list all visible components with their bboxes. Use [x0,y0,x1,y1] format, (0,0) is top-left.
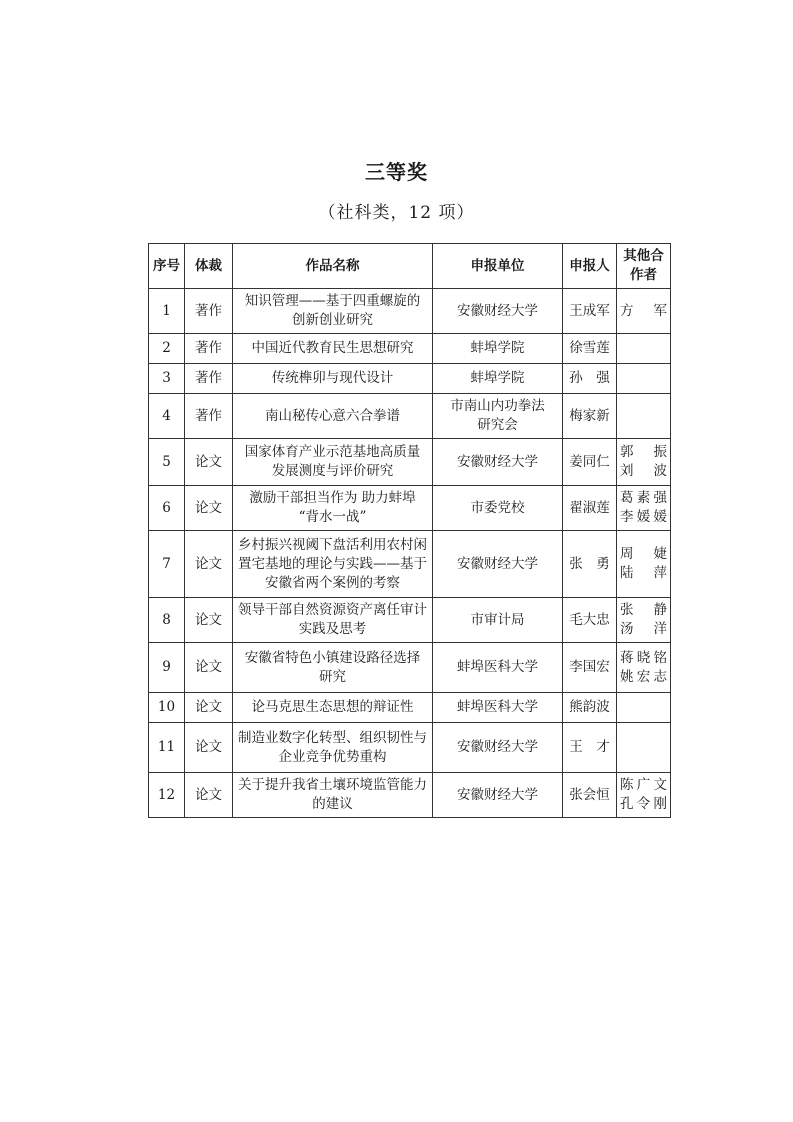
cell-work-title [233,439,433,486]
unit-line: 安徽财经大学 [457,302,538,319]
coauthor-name: 方 军 [620,302,667,319]
col-header-applicant: 申报人 [563,244,617,289]
unit-line: 蚌埠医科大学 [457,659,538,675]
cell-genre: 著作 [185,289,233,334]
col-header-work: 作品名称 [233,244,433,289]
cell-unit [433,598,563,643]
cell-genre: 著作 [185,334,233,364]
coauthor-name: 葛素强 [620,490,667,506]
cell-unit [433,486,563,531]
cell-work-title [233,334,433,364]
work-title-line: 置宅基地的理论与实践——基于 [238,555,427,572]
cell-work-title [233,289,433,334]
cell-no: 3 [149,364,185,394]
col-header-no: 序号 [149,244,185,289]
work-title-line: 关于提升我省土壤环境监管能力 [238,777,427,793]
cell-unit [433,439,563,486]
unit-line: 蚌埠学院 [470,340,525,356]
cell-coauthors [617,693,671,723]
work-title-line: 企业竞争优势重构 [278,748,387,765]
cell-work-title [233,773,433,818]
coauthor-name: 张 静 [620,602,667,618]
work-title-line: 的建议 [312,796,353,812]
work-title-line: 知识管理——基于四重螺旋的 [244,293,421,309]
coauthor-name: 周 婕 [620,546,667,562]
unit-line: 安徽财经大学 [457,786,538,803]
work-title-line: 论马克思生态思想的辩证性 [251,699,414,715]
work-title-line: 激励干部担当作为 助力蚌埠 [249,490,416,506]
cell-unit [433,394,563,439]
coauthor-name: 蒋晓铭 [620,649,667,666]
work-title-line: 发展测度与评价研究 [271,463,394,479]
cell-no: 8 [149,598,185,643]
coauthor-name: 姚宏志 [620,668,667,685]
unit-line: 研究会 [477,417,518,433]
table-row [149,289,671,334]
coauthor-name: 汤 洋 [620,621,667,637]
cell-no: 12 [149,773,185,818]
cell-no: 1 [149,289,185,334]
cell-unit [433,531,563,598]
cell-coauthors [617,334,671,364]
work-title-line: 实践及思考 [298,621,367,637]
unit-line: 市南山内功拳法 [450,398,545,414]
unit-line: 蚌埠医科大学 [457,699,538,715]
coauthor-name: 郭 振 [620,444,667,460]
table-row [149,531,671,598]
cell-genre: 论文 [185,723,233,773]
cell-no: 9 [149,643,185,693]
col-header-genre: 体裁 [185,244,233,289]
cell-applicant: 翟淑莲 [563,486,617,531]
cell-coauthors [617,723,671,773]
cell-genre: 论文 [185,598,233,643]
cell-work-title [233,723,433,773]
cell-coauthors [617,598,671,643]
cell-applicant: 熊韵波 [563,693,617,723]
coauthor-name: 陈广文 [620,777,667,793]
unit-line: 安徽财经大学 [457,453,538,470]
cell-no: 6 [149,486,185,531]
cell-coauthors [617,531,671,598]
cell-applicant: 姜同仁 [563,439,617,486]
work-title-line: 领导干部自然资源资产离任审计 [238,602,427,618]
table-body [149,289,671,818]
cell-coauthors [617,364,671,394]
cell-applicant: 张 勇 [563,531,617,598]
work-title-line: 国家体育产业示范基地高质量 [244,444,421,460]
cell-coauthors [617,773,671,818]
cell-genre: 论文 [185,773,233,818]
work-title-line: 制造业数字化转型、组织韧性与 [238,729,427,746]
cell-coauthors [617,439,671,486]
work-title-line: 创新创业研究 [292,312,373,328]
col-header-coauthors [617,244,671,289]
cell-genre: 论文 [185,693,233,723]
col-header-coauthors-label: 其他合作者 [623,248,664,283]
work-title-line: 安徽省两个案例的考察 [265,574,400,591]
cell-coauthors [617,394,671,439]
cell-work-title [233,531,433,598]
table-row [149,723,671,773]
unit-line: 安徽财经大学 [457,739,538,755]
work-title-line: 研究 [319,668,346,685]
cell-applicant: 王 才 [563,723,617,773]
cell-applicant: 张会恒 [563,773,617,818]
unit-line: 蚌埠学院 [470,370,525,386]
cell-genre: 论文 [185,486,233,531]
coauthor-name: 陆 萍 [620,565,667,581]
cell-coauthors [617,289,671,334]
cell-applicant: 梅家新 [563,394,617,439]
cell-applicant: 王成军 [563,289,617,334]
cell-unit [433,643,563,693]
cell-work-title [233,364,433,394]
cell-unit [433,289,563,334]
table-header-row [149,244,671,289]
cell-work-title [233,394,433,439]
cell-work-title [233,598,433,643]
cell-work-title [233,486,433,531]
unit-line: 市审计局 [470,611,525,628]
page-subtitle: （社科类，12 项） [318,203,475,223]
awards-table [148,243,671,818]
cell-unit [433,693,563,723]
coauthor-name: 刘 波 [620,463,667,479]
table-row [149,394,671,439]
table-row [149,334,671,364]
cell-genre: 论文 [185,531,233,598]
cell-work-title [233,693,433,723]
cell-no: 2 [149,334,185,364]
work-title-line: 传统榫卯与现代设计 [271,370,394,386]
table-row [149,364,671,394]
table-row [149,773,671,818]
work-title-line: 乡村振兴视阈下盘活利用农村闲 [238,536,427,553]
coauthor-name: 孔令刚 [620,796,667,812]
cell-no: 10 [149,693,185,723]
table-row [149,643,671,693]
cell-genre: 著作 [185,364,233,394]
cell-no: 4 [149,394,185,439]
table-row [149,486,671,531]
unit-line: 安徽财经大学 [457,555,538,572]
work-title-line: 中国近代教育民生思想研究 [251,340,414,356]
col-header-unit: 申报单位 [433,244,563,289]
coauthor-name: 李媛媛 [620,509,667,525]
cell-no: 7 [149,531,185,598]
cell-unit [433,723,563,773]
table-row [149,693,671,723]
cell-applicant: 毛大忠 [563,598,617,643]
cell-applicant: 徐雪莲 [563,334,617,364]
cell-unit [433,364,563,394]
cell-no: 11 [149,723,185,773]
cell-genre: 论文 [185,643,233,693]
work-title-line: 安徽省特色小镇建设路径选择 [244,649,421,666]
work-title-line: “背水一战” [298,509,367,525]
unit-line: 市委党校 [470,499,525,516]
cell-genre: 著作 [185,394,233,439]
table-row [149,598,671,643]
cell-work-title [233,643,433,693]
table-row [149,439,671,486]
cell-unit [433,773,563,818]
cell-genre: 论文 [185,439,233,486]
cell-no: 5 [149,439,185,486]
cell-unit [433,334,563,364]
cell-coauthors [617,486,671,531]
work-title-line: 南山秘传心意六合拳谱 [265,407,400,424]
cell-applicant: 李国宏 [563,643,617,693]
cell-applicant: 孙 强 [563,364,617,394]
cell-coauthors [617,643,671,693]
page-title: 三等奖 [365,160,428,184]
